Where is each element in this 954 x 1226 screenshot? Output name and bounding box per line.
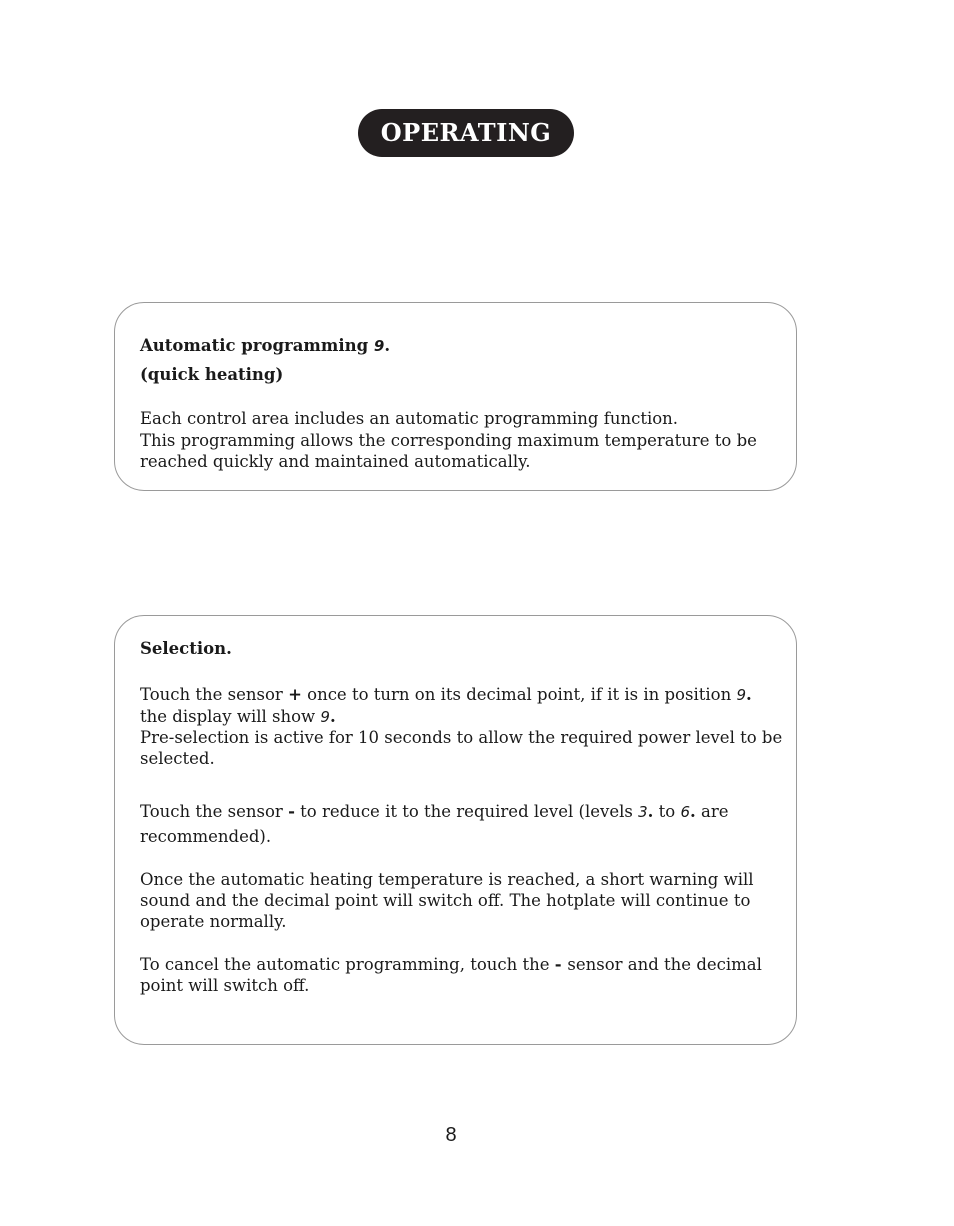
auto-body-line: reached quickly and maintained automatically. [140,452,531,471]
page-title: OPERATING [358,109,574,157]
minus-symbol: - [554,955,568,974]
auto-programming-subheading: (quick heating) [140,365,284,384]
display-digit-3: 3 [638,803,648,821]
selection-p1-line: the display will show 9. [140,707,336,726]
plus-symbol: + [288,685,302,704]
display-digit-9: 9 [373,337,385,355]
selection-p1-line: Pre-selection is active for 10 seconds to allow the required power level to be [140,728,783,747]
display-digit-6: 6 [680,803,690,821]
selection-p3-line: sound and the decimal point will switch off. The hotplate will continue to [140,891,751,910]
display-digit-9: 9 [320,708,330,726]
selection-p4-line: To cancel the automatic programming, touch the - sensor and the decimal [140,955,762,974]
display-digit-9: 9 [736,686,746,704]
selection-p1-line: Touch the sensor + once to turn on its decimal point, if it is in position 9. [140,685,752,704]
selection-p2-line: Touch the sensor - to reduce it to the required level (levels 3. to 6. are [140,802,729,821]
selection-p4-line: point will switch off. [140,976,310,995]
minus-symbol: - [288,802,295,821]
selection-p3-line: Once the automatic heating temperature is reached, a short warning will [140,870,754,889]
page-number: 8 [445,1124,457,1146]
auto-programming-heading: Automatic programming 9. [140,336,391,355]
selection-heading: Selection. [140,639,232,658]
selection-p1-line: selected. [140,749,215,768]
selection-p3-line: operate normally. [140,912,287,931]
auto-body-line: Each control area includes an automatic programming function. [140,409,679,428]
selection-p2-line: recommended). [140,827,272,846]
auto-body-line: This programming allows the corresponding maximum temperature to be [140,431,757,450]
